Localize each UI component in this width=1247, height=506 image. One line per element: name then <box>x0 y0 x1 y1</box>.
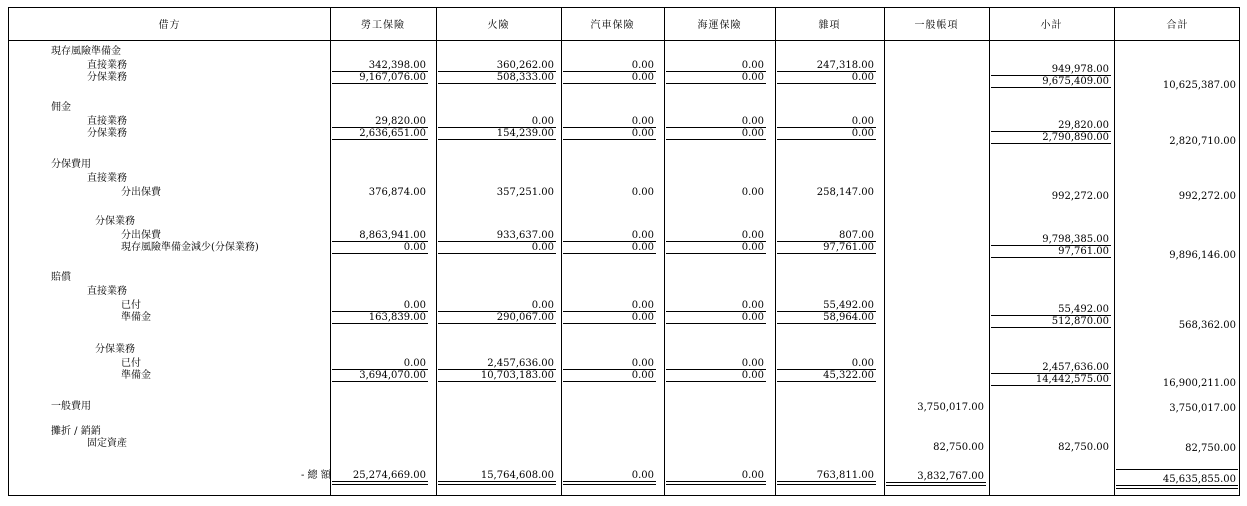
underline-rule <box>666 481 766 485</box>
subtotal-cell: 9,798,385.00 <box>1042 234 1109 245</box>
grand-value: 15,764,608.00 <box>480 470 554 481</box>
grand-value: 0.00 <box>741 470 764 481</box>
underline-rule <box>777 481 876 485</box>
subtotal-cell: 512,870.00 <box>1051 316 1109 327</box>
section-title: 一般費用 <box>51 401 91 412</box>
value-cell: 360,262.00 <box>496 60 554 71</box>
subtotal-cell: 55,492.00 <box>1058 304 1109 315</box>
value-cell: 2,457,636.00 <box>487 358 554 369</box>
grand-value: 0.00 <box>631 470 654 481</box>
value-cell: 0.00 <box>741 242 764 253</box>
underline-rule <box>991 257 1111 258</box>
underline-rule <box>563 83 656 84</box>
value-cell: 0.00 <box>631 312 654 323</box>
value-cell: 8,863,941.00 <box>359 230 426 241</box>
header-marine: 海運保險 <box>697 20 742 31</box>
value-cell: 933,637.00 <box>496 230 554 241</box>
grand-general: 3,832,767.00 <box>917 471 984 482</box>
subtotal-cell: 29,820.00 <box>1058 120 1109 131</box>
value-cell: 2,636,651.00 <box>359 128 426 139</box>
underline-rule <box>777 323 876 324</box>
row-label: 現存風險準備金減少(分保業務) <box>121 242 259 253</box>
row-label: 直接業務 <box>87 116 127 127</box>
row-label: 分保業務 <box>87 128 127 139</box>
row-label: 直接業務 <box>87 60 127 71</box>
subtotal-cell: 97,761.00 <box>1058 246 1109 257</box>
underline-rule <box>777 253 876 254</box>
value-cell: 0.00 <box>851 72 874 83</box>
subtotal-cell: 82,750.00 <box>1058 442 1109 453</box>
subsection-title: 分保業務 <box>95 344 135 355</box>
section-title: 賠償 <box>51 272 71 283</box>
grand-value: 25,274,669.00 <box>352 470 426 481</box>
value-cell: 0.00 <box>631 370 654 381</box>
section-title: 佣金 <box>51 102 71 113</box>
underline-rule <box>438 323 556 324</box>
value-cell: 0.00 <box>531 300 554 311</box>
underline-rule <box>666 139 766 140</box>
underline-rule <box>777 139 876 140</box>
value-cell: 0.00 <box>741 300 764 311</box>
underline-rule <box>777 381 876 382</box>
underline-rule <box>438 253 556 254</box>
underline-rule <box>886 482 986 486</box>
column-divider <box>1114 8 1115 495</box>
underline-rule <box>332 323 428 324</box>
ledger-table <box>8 7 1240 496</box>
subsection-title: 直接業務 <box>87 286 127 297</box>
value-cell: 0.00 <box>741 370 764 381</box>
row-label: 準備金 <box>121 312 151 323</box>
underline-rule <box>777 83 876 84</box>
subsection-title: 分保業務 <box>95 216 135 227</box>
underline-rule <box>991 143 1111 144</box>
value-cell: 3,694,070.00 <box>359 370 426 381</box>
row-label: 分出保費 <box>121 230 161 241</box>
header-labor: 勞工保險 <box>361 20 405 31</box>
underline-rule <box>1116 485 1238 489</box>
underline-rule <box>332 481 428 485</box>
underline-rule <box>332 83 428 84</box>
grand-total: 45,635,855.00 <box>1162 474 1236 485</box>
subtotal-cell: 9,675,409.00 <box>1042 76 1109 87</box>
total-cell: 3,750,017.00 <box>1169 403 1236 414</box>
value-cell: 0.00 <box>403 242 426 253</box>
section-title: 攤折 / 銷銷 <box>51 426 101 437</box>
value-cell: 0.00 <box>403 358 426 369</box>
value-cell: 0.00 <box>531 242 554 253</box>
underline-rule <box>438 481 556 485</box>
column-divider <box>884 8 885 495</box>
value-cell: 10,703,183.00 <box>480 370 554 381</box>
underline-rule <box>563 139 656 140</box>
value-cell: 0.00 <box>631 358 654 369</box>
value-cell: 0.00 <box>741 72 764 83</box>
value-cell: 0.00 <box>741 60 764 71</box>
value-cell: 0.00 <box>631 128 654 139</box>
value-cell: 0.00 <box>851 128 874 139</box>
total-cell: 992,272.00 <box>1178 191 1236 202</box>
value-cell: 154,239.00 <box>496 128 554 139</box>
value-cell: 0.00 <box>631 242 654 253</box>
total-cell: 2,820,710.00 <box>1169 136 1236 147</box>
value-cell: 357,251.00 <box>496 187 554 198</box>
header-general: 一般帳項 <box>914 20 959 31</box>
value-cell: 55,492.00 <box>823 300 874 311</box>
value-cell: 290,067.00 <box>496 312 554 323</box>
value-cell: 58,964.00 <box>823 312 874 323</box>
value-cell: 376,874.00 <box>368 187 426 198</box>
value-cell: 45,322.00 <box>823 370 874 381</box>
value-cell: 258,147.00 <box>816 187 874 198</box>
value-cell: 0.00 <box>631 116 654 127</box>
subtotal-cell: 2,790,890.00 <box>1042 132 1109 143</box>
underline-rule <box>1116 469 1238 470</box>
row-label: 分保業務 <box>87 72 127 83</box>
total-cell: 82,750.00 <box>1185 443 1236 454</box>
section-title: 現存風險準備金 <box>51 46 121 57</box>
value-cell: 0.00 <box>631 187 654 198</box>
value-cell: 508,333.00 <box>496 72 554 83</box>
column-divider <box>436 8 437 495</box>
subtotal-cell: 992,272.00 <box>1051 191 1109 202</box>
underline-rule <box>563 481 656 485</box>
value-cell: 0.00 <box>741 116 764 127</box>
value-cell: 0.00 <box>741 312 764 323</box>
subsection-title: 固定資產 <box>87 438 127 449</box>
value-cell: 29,820.00 <box>375 116 426 127</box>
row-label: 準備金 <box>121 370 151 381</box>
column-divider <box>989 8 990 495</box>
value-cell: 9,167,076.00 <box>359 72 426 83</box>
underline-rule <box>438 83 556 84</box>
underline-rule <box>563 323 656 324</box>
value-cell: 0.00 <box>741 230 764 241</box>
subtotal-cell: 949,978.00 <box>1051 64 1109 75</box>
total-cell: 16,900,211.00 <box>1162 378 1236 389</box>
value-cell: 247,318.00 <box>816 60 874 71</box>
value-cell: 0.00 <box>631 60 654 71</box>
value-cell: 0.00 <box>631 230 654 241</box>
underline-rule <box>991 87 1111 88</box>
subtotal-cell: 14,442,575.00 <box>1035 374 1109 385</box>
header-auto: 汽車保險 <box>590 20 635 31</box>
header-subtotal: 小計 <box>1040 20 1063 31</box>
value-cell: 0.00 <box>851 116 874 127</box>
value-cell: 0.00 <box>631 72 654 83</box>
value-cell: 342,398.00 <box>368 60 426 71</box>
general-cell: 3,750,017.00 <box>917 402 984 413</box>
underline-rule <box>563 253 656 254</box>
header-misc: 雜項 <box>818 20 841 31</box>
value-cell: 0.00 <box>851 358 874 369</box>
underline-rule <box>666 253 766 254</box>
value-cell: 0.00 <box>741 187 764 198</box>
underline-rule <box>666 83 766 84</box>
header-fire: 火險 <box>487 20 510 31</box>
value-cell: 0.00 <box>741 358 764 369</box>
general-cell: 82,750.00 <box>933 442 984 453</box>
value-cell: 97,761.00 <box>823 242 874 253</box>
section-title: 分保費用 <box>51 159 91 170</box>
subsection-title: 直接業務 <box>87 173 127 184</box>
header-rule <box>9 40 1239 41</box>
header-debit: 借方 <box>158 20 181 31</box>
value-cell: 163,839.00 <box>368 312 426 323</box>
underline-rule <box>438 139 556 140</box>
underline-rule <box>991 327 1111 328</box>
header-total: 合計 <box>1166 20 1189 31</box>
value-cell: 0.00 <box>531 116 554 127</box>
value-cell: 0.00 <box>631 300 654 311</box>
value-cell: 0.00 <box>741 128 764 139</box>
underline-rule <box>563 381 656 382</box>
value-cell: 807.00 <box>839 230 874 241</box>
row-label: 分出保費 <box>121 187 161 198</box>
grand-value: 763,811.00 <box>816 470 874 481</box>
underline-rule <box>666 323 766 324</box>
row-label: 已付 <box>121 300 141 311</box>
subtotal-cell: 2,457,636.00 <box>1042 362 1109 373</box>
underline-rule <box>332 381 428 382</box>
underline-rule <box>666 381 766 382</box>
value-cell: 0.00 <box>403 300 426 311</box>
grand-total-label: - 總 額 <box>301 470 331 481</box>
underline-rule <box>991 385 1111 386</box>
row-label: 已付 <box>121 358 141 369</box>
total-cell: 9,896,146.00 <box>1169 250 1236 261</box>
underline-rule <box>332 253 428 254</box>
underline-rule <box>332 139 428 140</box>
total-cell: 10,625,387.00 <box>1162 80 1236 91</box>
total-cell: 568,362.00 <box>1178 320 1236 331</box>
underline-rule <box>438 381 556 382</box>
